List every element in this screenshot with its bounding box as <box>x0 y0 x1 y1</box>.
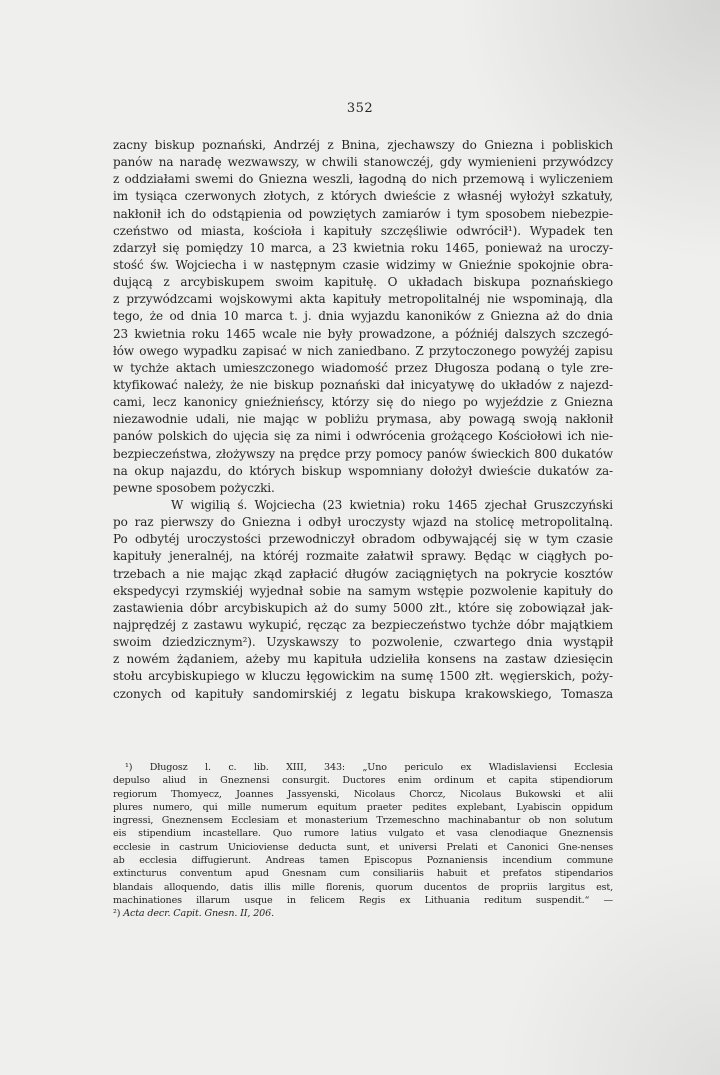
body-line: z nowém żądaniem, ażeby mu kapituła udzieliła konsens na zastaw dziesięcin <box>113 652 613 667</box>
footnote-2-marker: ²) <box>113 908 121 920</box>
body-line: nakłonił ich do odstąpienia od powziętych zamiarów i tym sposobem niebezpie- <box>113 206 613 221</box>
footnote-line: plures numero, qui mille numerum equitum praeter pedites explebant, Lyabiscin oppidum <box>113 801 613 813</box>
body-line: na okup najazdu, do których biskup wspomniany dołożył dwieście dukatów za- <box>113 463 613 478</box>
footnotes <box>113 761 613 921</box>
footnote-2-text: Acta decr. Capit. Gnesn. II, 206. <box>123 908 274 920</box>
body-line: ktyfikować należy, że nie biskup poznański dał inicyatywę do układów z najezd- <box>113 377 613 392</box>
body-line: tego, że od dnia 10 marca t. j. dnia wyjazdu kanoników z Gniezna aż do dnia <box>113 309 613 324</box>
body-line: im tysiąca czerwonych złotych, z których dwieście z własnéj wyłożył szkatuły, <box>113 189 613 204</box>
footnote-line: ab ecclesia diffugierunt. Andreas tamen Episcopus Poznaniensis incendium commune <box>113 855 613 867</box>
body-line: w tychże aktach umieszczonego wiadomość przez Długosza podaną o tyle zre- <box>113 360 613 375</box>
footnote-2 <box>113 907 613 920</box>
footnote-line: ¹) Długosz l. c. lib. XIII, 343: „Uno periculo ex Wladislaviensi Ecclesia <box>125 762 613 773</box>
body-line: cami, lecz kanonicy gnieźnieńscy, którzy się do niego po wyjeździe z Gniezna <box>113 395 613 410</box>
body-line: bezpieczeństwa, złożywszy na prędce przy pomocy panów świeckich 800 dukatów <box>113 446 613 461</box>
footnote-line: extincturus conventum apud Gnesnam cum consiliariis habuit et prefatos stipendarios <box>113 868 613 880</box>
footnote-line: regiorum Thomyecz, Joannes Jassyenski, Nicolaus Chorcz, Nicolaus Bukowski et alii <box>113 788 613 800</box>
body-line: dującą z arcybiskupem swoim kapitułę. O układach biskupa poznańskiego <box>113 275 613 290</box>
footnote-line: blandais alloquendo, datis illis mille florenis, quorum ducentos de propriis largitus est, <box>113 881 613 893</box>
body-line: po raz pierwszy do Gniezna i odbył uroczysty wjazd na stolicę metropolitalną. <box>113 515 613 530</box>
body-line: łów owego wypadku zapisać w nich zaniedbano. Z przytoczonego powyżéj zapisu <box>113 343 613 358</box>
footnote-line: depulso aliud in Gneznensi consurgit. Ductores enim ordinum et capita stipendiorum <box>113 775 613 787</box>
body-line: panów na naradę wezwawszy, w chwili stanowczéj, gdy wymienieni przywódzcy <box>113 155 613 170</box>
body-line: swoim dziedzicznym²). Uzyskawszy to pozwolenie, czwartego dnia wystąpił <box>113 635 613 650</box>
body-line: ekspedycyi rzymskiéj wyjednał sobie na samym wstępie pozwolenie kapituły do <box>113 583 613 598</box>
footnote-line: eis stipendium incastellare. Quo rumore latius vulgato et vasa clenodiaque Gneznensis <box>113 828 613 840</box>
body-line: W wigilią ś. Wojciecha (23 kwietnia) roku 1465 zjechał Gruszczyński <box>171 497 613 512</box>
body-line: zacny biskup poznański, Andrzéj z Bnina, zjechawszy do Gniezna i pobliskich <box>113 138 613 152</box>
body-line: pewne sposobem pożyczki. <box>113 480 275 495</box>
body-line: z przywódzcami wojskowymi akta kapituły metropolitalnéj nie wspominają, dla <box>113 292 613 307</box>
body-line: panów polskich do ujęcia się za nimi i odwrócenia grożącego Kościołowi ich nie- <box>113 429 613 444</box>
body-line: zdarzył się pomiędzy 10 marca, a 23 kwietnia roku 1465, ponieważ na uroczy- <box>113 240 613 255</box>
footnote-line: ecclesie in castrum Unicioviense deducta sunt, et universi Prelati et Canonici Gne-nenses <box>113 841 613 853</box>
body-line: niezawodnie udali, nie mając w pobliżu prymasa, aby powagą swoją nakłonił <box>113 412 613 427</box>
body-line: trzebach a nie mając zkąd zapłacić długów zaciągniętych na pokrycie kosztów <box>113 566 613 581</box>
body-line: czeństwo od miasta, kościoła i kapituły szczęśliwie odwrócił¹). Wypadek ten <box>113 223 613 238</box>
body-line: kapituły jeneralnéj, na któréj rozmaite załatwił sprawy. Będąc w ciągłych po- <box>113 549 613 564</box>
body-line: z oddziałami swemi do Gniezna weszli, łagodną do nich przemową i wyliczeniem <box>113 172 613 187</box>
footnote-line: ingressi, Gneznensem Ecclesiam et monasterium Trzemeschno machinabantur ob non solutum <box>113 815 613 827</box>
body-text <box>113 137 613 703</box>
body-line: czonych od kapituły sandomirskiéj z legatu biskupa krakowskiego, Tomasza <box>113 686 613 701</box>
page-number: 352 <box>346 101 374 116</box>
body-line: stość św. Wojciecha i w następnym czasie widzimy w Gnieźnie spokojnie obra- <box>113 257 613 272</box>
footnote-line: machinationes illarum usque in felicem Regis ex Lithuania reditum suspendit.“ — <box>113 894 613 906</box>
body-line: najprędzéj z zastawu wykupić, ręcząc za bezpieczeństwo tychże dóbr majątkiem <box>113 617 613 632</box>
body-line: stołu arcybiskupiego w kluczu łęgowickim na sumę 1500 złt. węgierskich, poży- <box>113 669 613 684</box>
body-line: zastawienia dóbr arcybiskupich aż do sumy 5000 złt., które się zobowiązał jak- <box>113 600 613 615</box>
body-line: Po odbytéj uroczystości przewodniczył obradom odbywającéj się w tym czasie <box>113 532 613 547</box>
body-line: 23 kwietnia roku 1465 wcale nie były prowadzone, a późniéj dalszych szczegó- <box>113 326 613 341</box>
